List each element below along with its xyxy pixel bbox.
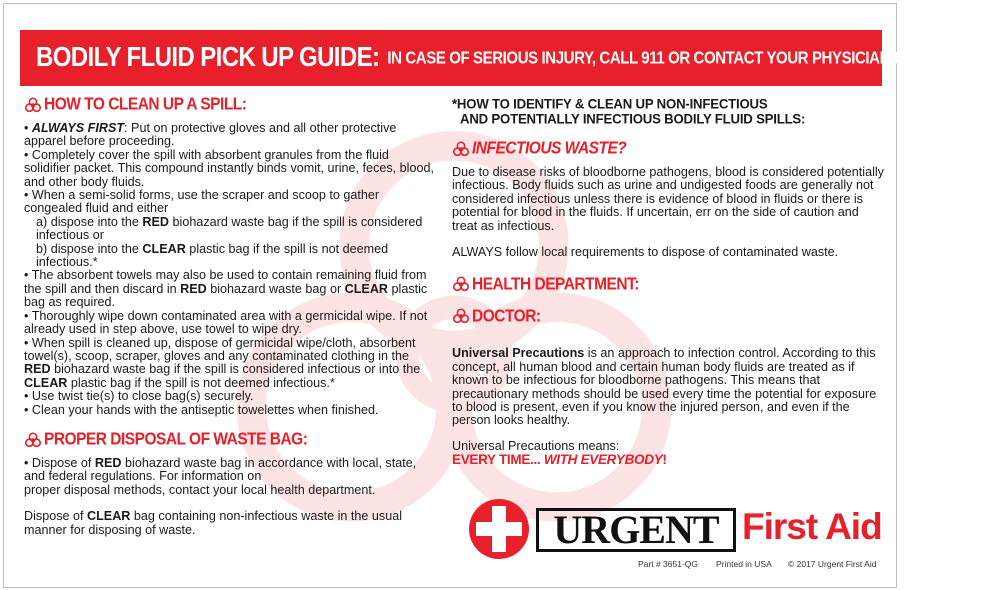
disposal-step-1: • Dispose of RED biohazard waste bag in accordance with local, state, and federal regulations. For information on xyxy=(24,455,417,484)
biohazard-icon xyxy=(24,96,42,114)
spill-step-3: • When a semi-solid forms, use the scraper and scoop to gather congealed fluid and either xyxy=(24,188,380,216)
title-banner xyxy=(20,30,992,86)
printed-in: Printed in USA xyxy=(716,559,772,569)
disposal-clear-note: Dispose of CLEAR bag containing non-infectious waste in the usual manner for disposing of waste. xyxy=(24,509,403,537)
spill-heading: HOW TO CLEAN UP A SPILL: xyxy=(24,96,436,114)
biohazard-icon xyxy=(24,431,42,449)
universal-precautions-means: Universal Precautions means: xyxy=(452,438,620,453)
spill-step-8: • Clean your hands with the antiseptic towelettes when finished. xyxy=(24,402,379,417)
spill-step-1: • ALWAYS FIRST: Put on protective gloves and all other protective apparel before proceeding. xyxy=(24,121,397,149)
spill-step-6: • When spill is cleaned up, dispose of germicidal wipe/cloth, absorbent towel(s), scoop, scraper, gloves and any contaminated clothing in the RED biohazard waste bag if the spill is considered infectious or into the CLEAR plastic bag if the spill is not deemed infectious.* xyxy=(24,335,421,390)
right-column xyxy=(452,96,884,467)
slogan: EVERY TIME... WITH EVERYBODY! xyxy=(452,452,667,468)
infectious-heading: INFECTIOUS WASTE? xyxy=(452,140,884,158)
disposal-heading: PROPER DISPOSAL OF WASTE BAG: xyxy=(24,431,436,449)
copyright: © 2017 Urgent First Aid xyxy=(788,559,877,569)
spill-step-2: • Completely cover the spill with absorbent granules from the fluid solidifier packet. This compound instantly binds vomit, urine, feces, blood, and other body fluids. xyxy=(24,147,434,189)
red-cross-icon xyxy=(468,498,530,560)
identify-title: *HOW TO IDENTIFY & CLEAN UP NON-INFECTIOUS AND POTENTIALLY INFECTIOUS BODILY FLUID SPILLS: xyxy=(452,95,806,127)
biohazard-icon xyxy=(452,275,470,293)
health-department-heading: HEALTH DEPARTMENT: xyxy=(452,275,884,293)
biohazard-icon xyxy=(452,140,470,158)
banner-title: BODILY FLUID PICK UP GUIDE: xyxy=(36,41,380,73)
biohazard-icon xyxy=(452,307,470,325)
banner-subtitle: IN CASE OF SERIOUS INJURY, CALL 911 OR CONTACT YOUR PHYSICIAN IMMEDIATELY. xyxy=(387,48,992,68)
spill-step-4: • The absorbent towels may also be used to contain remaining fluid from the spill and then discard in RED biohazard waste bag or CLEAR plastic bag as required. xyxy=(24,268,428,310)
spill-step-3b: b) dispose into the CLEAR plastic bag if the spill is not deemed infectious.* xyxy=(36,241,389,270)
doctor-heading: DOCTOR: xyxy=(452,307,884,325)
infectious-text: Due to disease risks of bloodborne pathogens, blood is considered potentially infectious. Body fluids such as urine and undigested foods are generally not considered infectious unless there is evidence of blood in fluids or there is potential for blood in the fluids. If uncertain, err on the side of caution and treat as infectious. xyxy=(452,165,884,233)
always-text: ALWAYS follow local requirements to dispose of contaminated waste. xyxy=(452,245,839,260)
guide-card xyxy=(3,3,992,588)
spill-step-5: • Thoroughly wipe down contaminated area with a germicidal wipe. If not already used in step above, use towel to wipe dry. xyxy=(24,308,428,337)
urgent-first-aid-logo xyxy=(468,498,888,562)
spill-step-3a: a) dispose into the RED biohazard waste bag if the spill is considered infectious or xyxy=(36,214,423,243)
spill-step-7: • Use twist tie(s) to close bag(s) securely. xyxy=(24,389,254,404)
logo-urgent: URGENT xyxy=(536,508,736,552)
disposal-step-1-cont: proper disposal methods, contact your local health department. xyxy=(24,482,376,497)
logo-first-aid: First Aid xyxy=(742,506,882,547)
universal-precautions-text: Universal Precautions is an approach to infection control. According to this concept, all human blood and certain human body fluids are treated as if known to be infectious for bloodborne pathogens. This means that precautionary methods should be used every time the potential for exposure to blood is present, even if you know the injured person, and even if the person looks healthy. xyxy=(452,346,877,428)
part-number: Part # 3651-QG xyxy=(638,559,699,569)
left-column xyxy=(24,96,436,537)
